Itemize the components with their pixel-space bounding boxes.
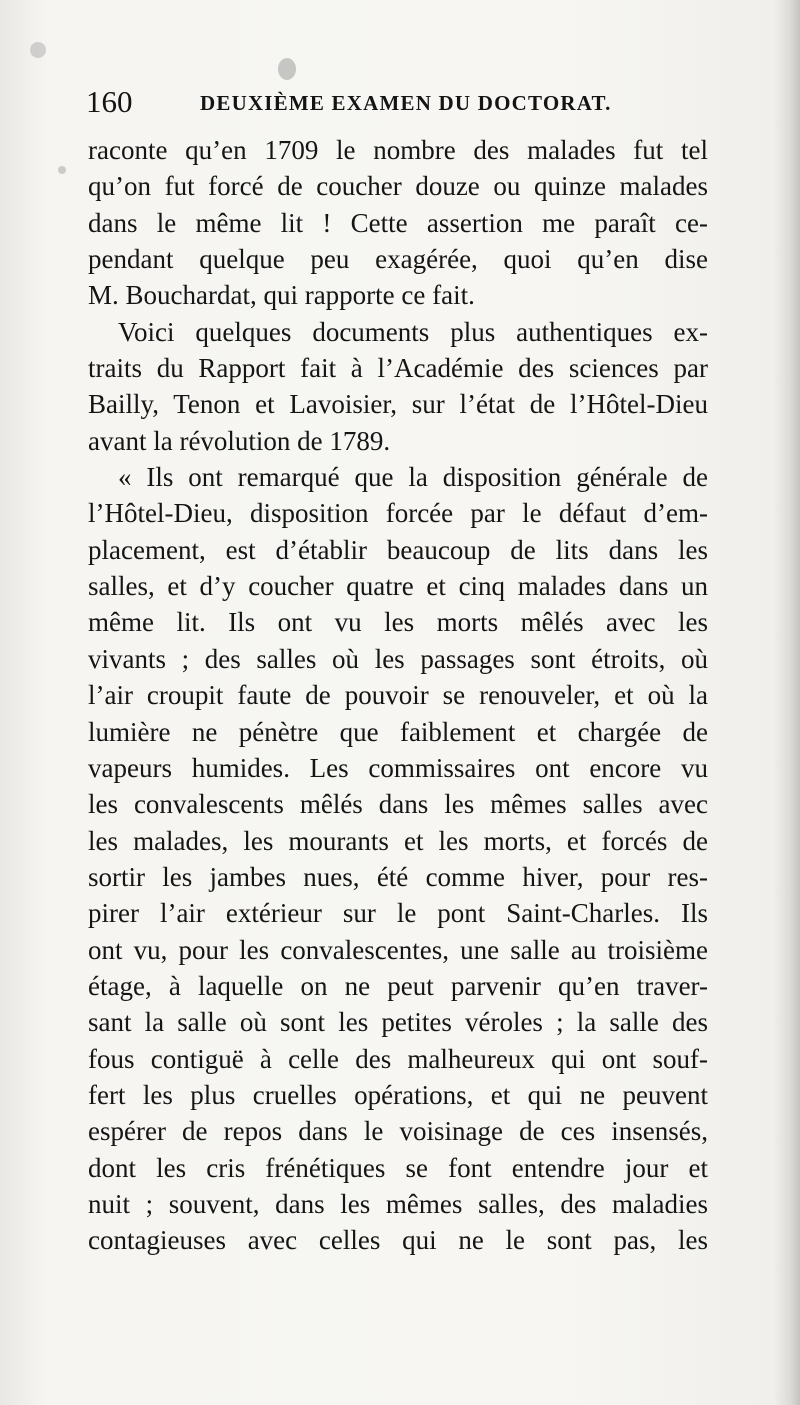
text-line: lumière ne pénètre que faiblement et chargée de — [88, 716, 708, 747]
text-line: les malades, les mourants et les morts, et forcés de — [88, 825, 708, 856]
text-line: nuit ; souvent, dans les mêmes salles, des maladies — [88, 1188, 708, 1219]
text-line: vapeurs humides. Les commissaires ont encore vu — [88, 752, 708, 783]
text-line: ont vu, pour les convalescentes, une salle au troisième — [88, 934, 708, 965]
text-line: sortir les jambes nues, été comme hiver, pour res- — [88, 861, 708, 892]
text-line: l’Hôtel-Dieu, disposition forcée par le défaut d’em- — [88, 498, 708, 529]
text-line: pendant quelque peu exagérée, quoi qu’en dise — [88, 244, 708, 275]
page-number: 160 — [86, 84, 133, 119]
text-line: « Ils ont remarqué que la disposition générale de — [118, 462, 708, 493]
text-line: vivants ; des salles où les passages sont étroits, où — [88, 643, 708, 674]
running-title: DEUXIÈME EXAMEN DU DOCTORAT. — [200, 91, 612, 115]
text-line: traits du Rapport fait à l’Académie des sciences par — [88, 353, 708, 384]
text-line: M. Bouchardat, qui rapporte ce fait. — [88, 280, 475, 311]
text-line: dont les cris frénétiques se font entendre jour et — [88, 1152, 708, 1183]
body-text — [88, 132, 708, 1259]
text-line: fert les plus cruelles opérations, et qui ne peuvent — [88, 1079, 708, 1110]
text-line: sant la salle où sont les petites véroles ; la salle des — [88, 1007, 708, 1038]
text-line: Voici quelques documents plus authentiques ex- — [118, 316, 708, 347]
text-line: pirer l’air extérieur sur le pont Saint-Charles. Ils — [88, 898, 708, 929]
ink-speck — [58, 166, 66, 174]
text-line: étage, à laquelle on ne peut parvenir qu’en traver- — [88, 970, 708, 1001]
text-line: contagieuses avec celles qui ne le sont pas, les — [88, 1225, 708, 1256]
text-line: espérer de repos dans le voisinage de ces insensés, — [88, 1116, 708, 1147]
text-line: fous contiguë à celle des malheureux qui ont souf- — [88, 1043, 708, 1074]
running-head — [86, 84, 706, 124]
page-edge-shadow — [774, 0, 800, 1405]
text-line: l’air croupit faute de pouvoir se renouveler, et où la — [88, 680, 708, 711]
text-line: salles, et d’y coucher quatre et cinq malades dans un — [88, 571, 708, 602]
text-line: Bailly, Tenon et Lavoisier, sur l’état de l’Hôtel-Dieu — [88, 389, 708, 420]
text-line: raconte qu’en 1709 le nombre des malades fut tel — [88, 135, 708, 165]
text-line: avant la révolution de 1789. — [88, 425, 391, 456]
text-line: qu’on fut forcé de coucher douze ou quinze malades — [88, 171, 708, 202]
text-line: placement, est d’établir beaucoup de lits dans les — [88, 534, 708, 565]
text-line: les convalescents mêlés dans les mêmes salles avec — [88, 789, 708, 820]
text-line: même lit. Ils ont vu les morts mêlés avec les — [88, 607, 708, 638]
ink-speck — [278, 58, 296, 80]
text-line: dans le même lit ! Cette assertion me paraît ce- — [88, 207, 708, 238]
ink-speck — [30, 42, 46, 58]
